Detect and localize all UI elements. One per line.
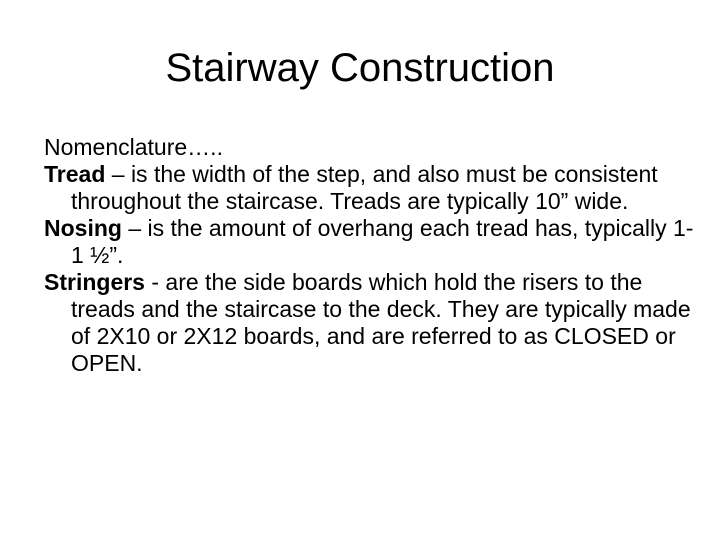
definition-stringers (44, 269, 704, 377)
slide-body (44, 134, 704, 377)
definition-nosing (44, 215, 704, 269)
definition-nosing-text: – is the amount of overhang each tread has, typically 1-1 ½”. (71, 215, 694, 268)
term-stringers: Stringers (44, 269, 145, 295)
slide-title: Stairway Construction (165, 46, 555, 90)
term-nosing: Nosing (44, 215, 122, 241)
definition-tread-text: – is the width of the step, and also must be consistent throughout the staircase. Treads are typically 10” wide. (71, 161, 658, 214)
term-tread: Tread (44, 161, 106, 187)
definition-tread (44, 161, 704, 215)
definition-stringers-text: - are the side boards which hold the risers to the treads and the staircase to the deck. They are typically made of 2X10 or 2X12 boards, and are referred to as CLOSED or OPEN. (71, 269, 691, 376)
intro-line: Nomenclature….. (44, 134, 223, 160)
